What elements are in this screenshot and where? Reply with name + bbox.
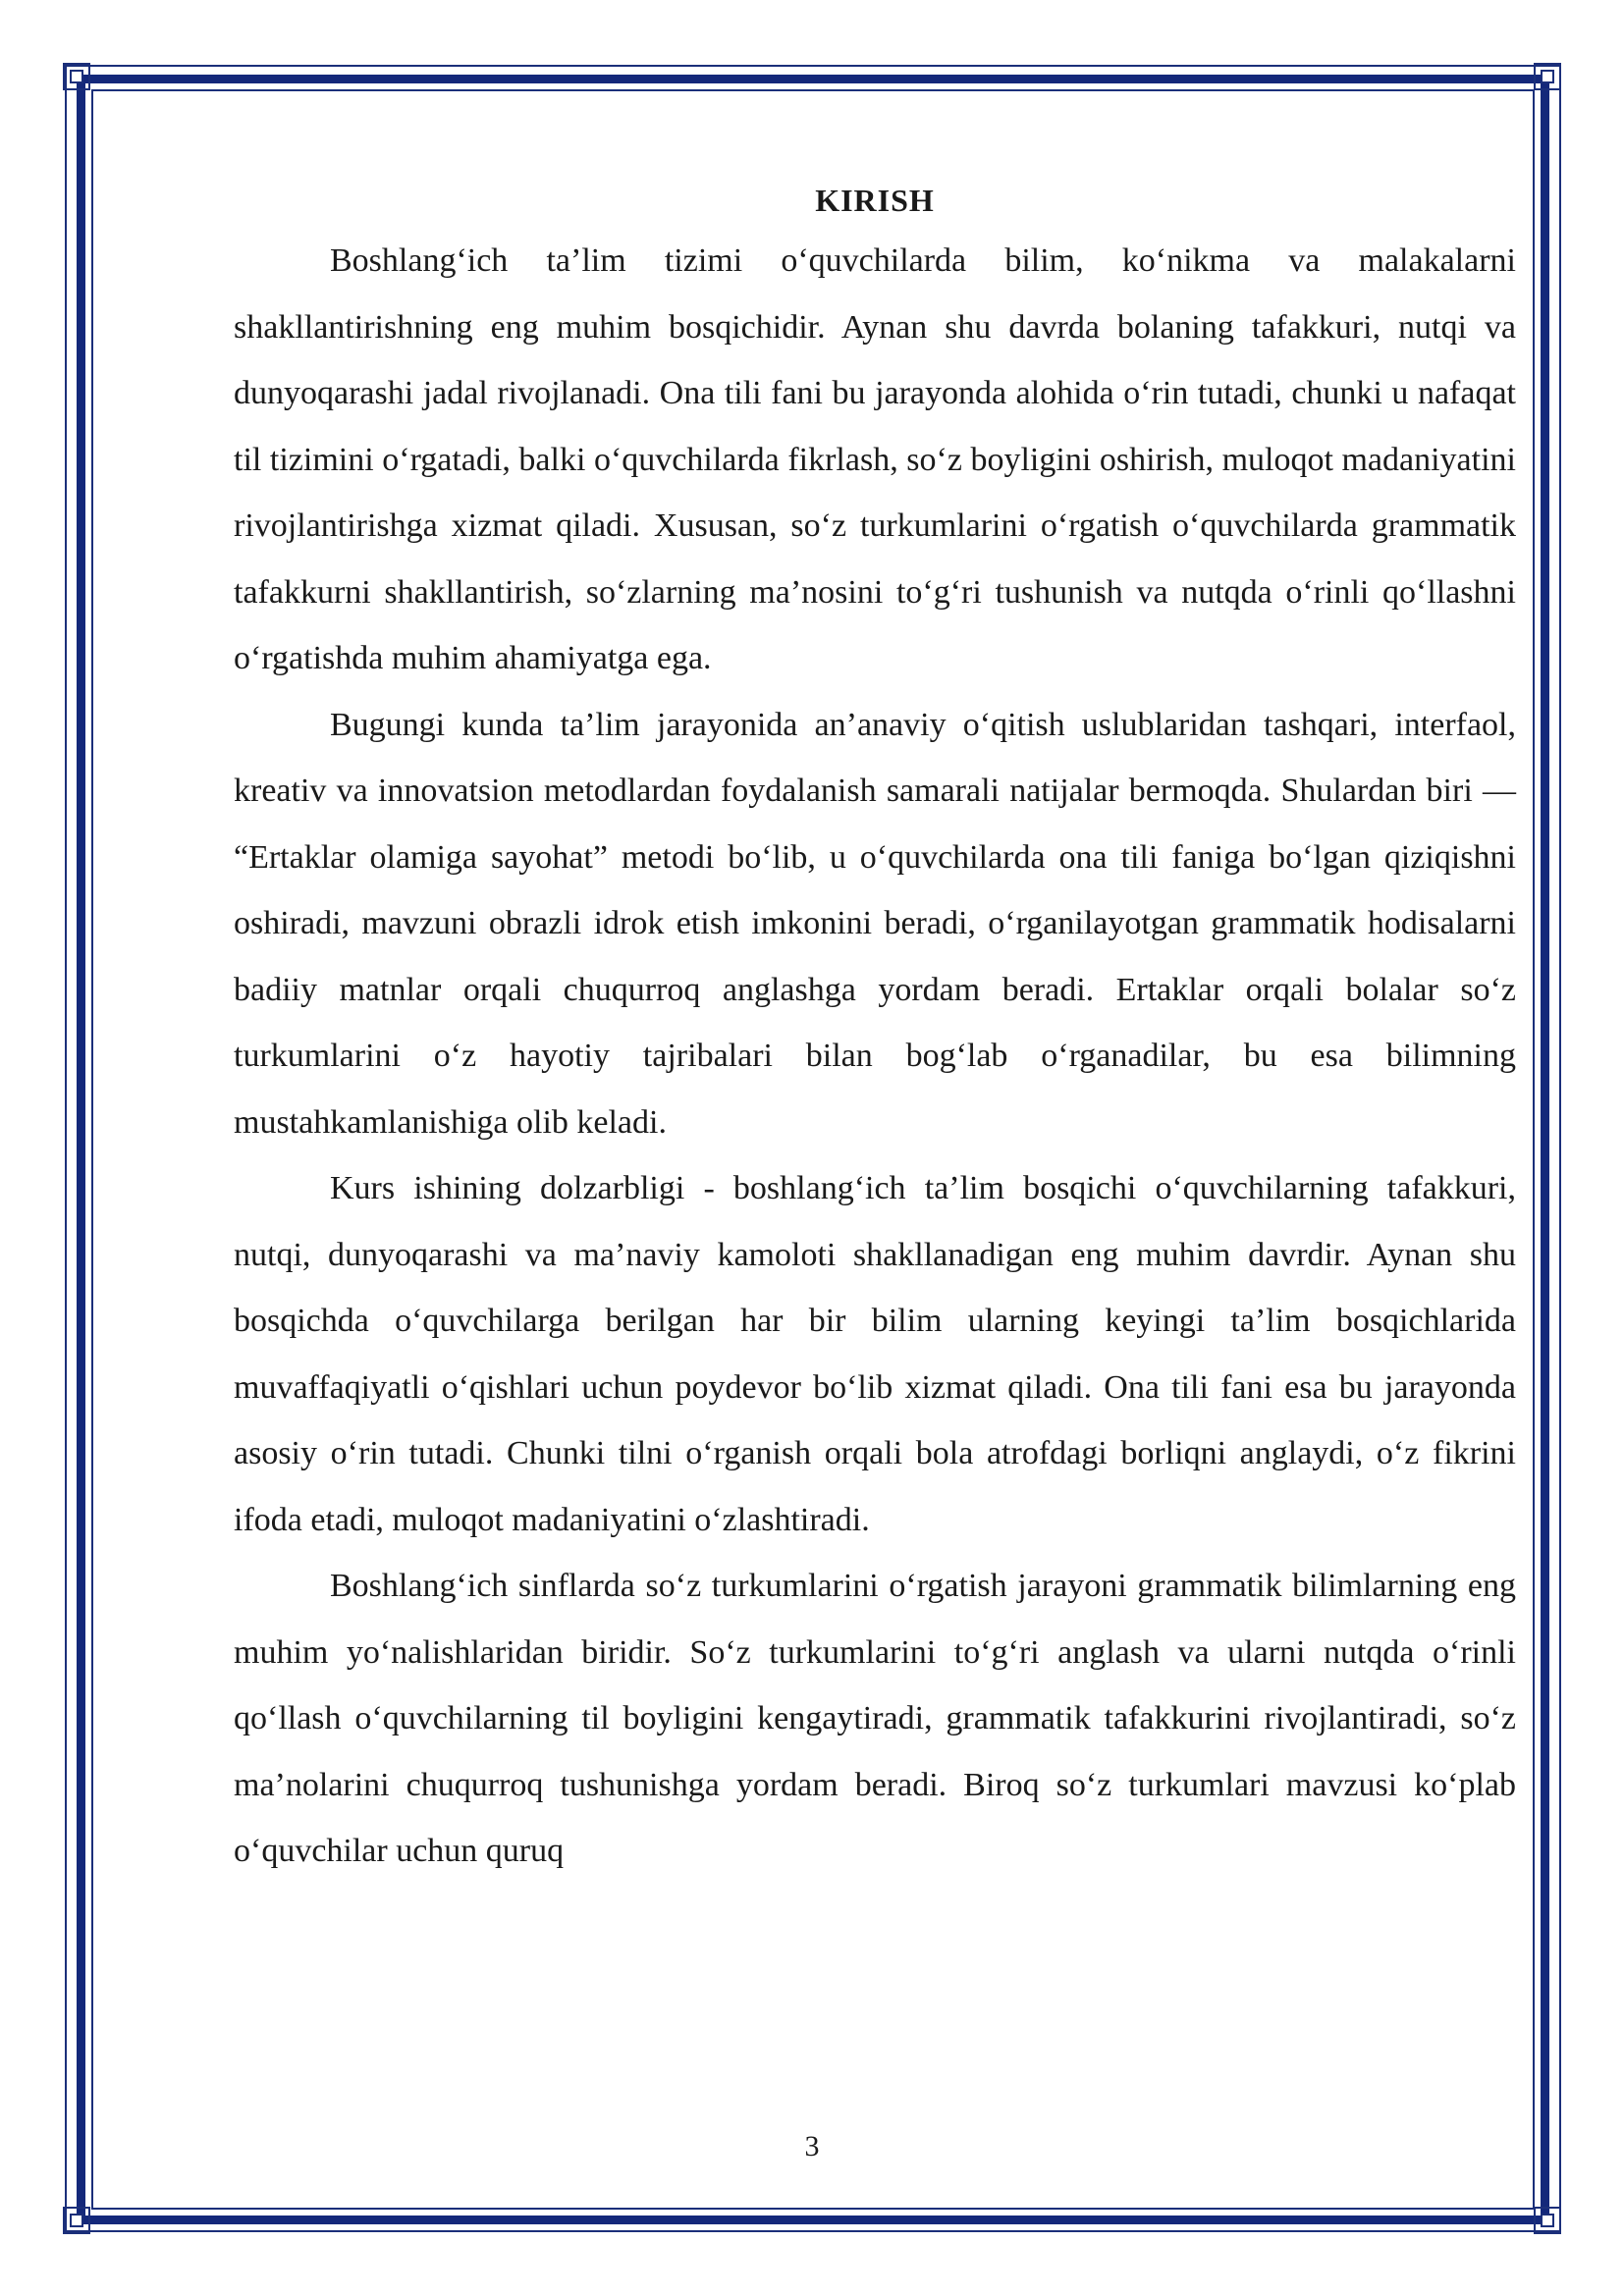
page-number: 3 [804, 2130, 820, 2163]
corner-ornament-bottom-left [63, 2207, 90, 2234]
corner-ornament-top-right [1534, 63, 1561, 90]
paragraph-intro: Boshlang‘ich ta’lim tizimi o‘quvchilarda bilim, ko‘nikma va malakalarni shakllantirishning eng muhim bosqichidir. Aynan shu davrda bolaning tafakkuri, nutqi va dunyoqarashi jadal rivojlanadi. Ona tili fani bu jarayonda alohida o‘rin tutadi, chunki u nafaqat til tizimini o‘rgatadi, balki o‘quvchilarda fikrlash, so‘z boyligini oshirish, muloqot madaniyatini rivojlantirishga xizmat qiladi. Xususan, so‘z turkumlarini o‘rgatish o‘quvchilarda grammatik tafakkurni shakllantirish, so‘zlarning ma’nosini to‘g‘ri tushunish va nutqda o‘rinli qo‘llashni o‘rgatishda muhim ahamiyatga ega. [234, 242, 1516, 676]
corner-ornament-top-left [63, 63, 90, 90]
paragraph-word-classes: Boshlang‘ich sinflarda so‘z turkumlarini o‘rgatish jarayoni grammatik bilimlarning eng muhim yo‘nalishlaridan biridir. So‘z turkumlarini to‘g‘ri anglash va ularni nutqda o‘rinli qo‘llash o‘quvchilarning til boyligini kengaytiradi, grammatik tafakkurini rivojlantiradi, so‘z ma’nolarini chuqurroq tushunishga yordam beradi. Biroq so‘z turkumlari mavzusi ko‘plab o‘quvchilar uchun quruq [234, 1568, 1516, 1869]
paragraph-methods: Bugungi kunda ta’lim jarayonida an’anaviy o‘qitish uslublaridan tashqari, interfaol, kreativ va innovatsion metodlardan foydalanish samarali natijalar bermoqda. Shulardan biri — “Ertaklar olamiga sayohat” metodi bo‘lib, u o‘quvchilarda ona tili faniga bo‘lgan qiziqishni oshiradi, mavzuni obrazli idrok etish imkonini beradi, o‘rganilayotgan grammatik hodisalarni badiiy matnlar orqali chuqurroq anglashga yordam beradi. Ertaklar orqali bolalar so‘z turkumlarini o‘z hayotiy tajribalari bilan bog‘lab o‘rganadilar, bu esa bilimning mustahkamlanishiga olib keladi. [234, 706, 1516, 1141]
section-title: KIRISH [815, 183, 935, 218]
paragraph-relevance: Kurs ishining dolzarbligi - boshlang‘ich ta’lim bosqichi o‘quvchilarning tafakkuri, nutqi, dunyoqarashi va ma’naviy kamoloti shakllanadigan eng muhim davrdir. Aynan shu bosqichda o‘quvchilarga berilgan har bir bilim ularning keyingi ta’lim bosqichlarida muvaffaqiyatli o‘qishlari uchun poydevor bo‘lib xizmat qiladi. Ona tili fani esa bu jarayonda asosiy o‘rin tutadi. Chunki tilni o‘rganish orqali bola atrofdagi borliqni anglaydi, o‘z fikrini ifoda etadi, muloqot madaniyatini o‘zlashtiradi. [234, 1170, 1516, 1538]
page-content [234, 177, 1516, 1885]
corner-ornament-bottom-right [1534, 2207, 1561, 2234]
